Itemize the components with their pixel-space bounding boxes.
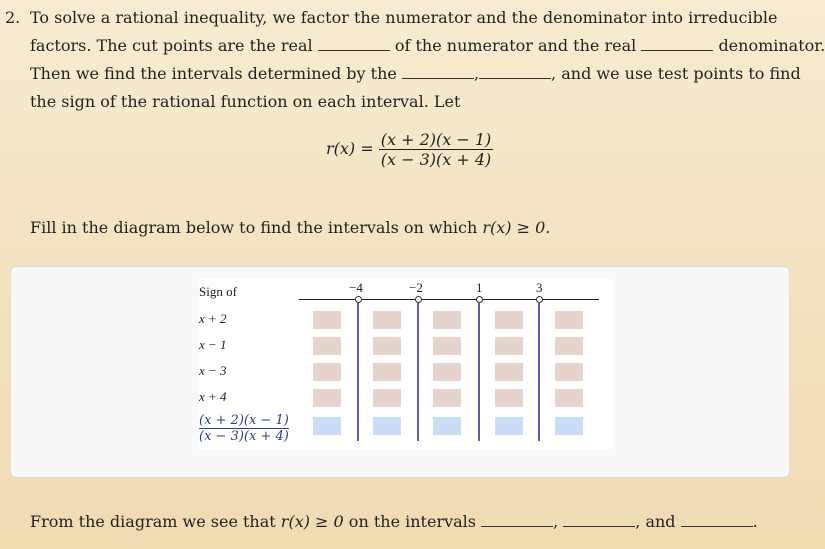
sign-cell-r4-c4[interactable] (495, 389, 523, 407)
sign-diagram (199, 279, 613, 449)
sign-cell-r3-c2[interactable] (373, 363, 401, 381)
text-line-3 (30, 64, 801, 83)
text-line-3c: , and we use test points to find (551, 64, 801, 83)
cut-point-minus-2 (415, 296, 422, 303)
cut-point-3 (536, 296, 543, 303)
row-label-x-minus-3: x − 3 (199, 363, 227, 378)
sign-cell-r2-c3[interactable] (433, 337, 461, 355)
sign-cell-r1-c2[interactable] (373, 311, 401, 329)
sign-cell-r3-c5[interactable] (555, 363, 583, 381)
row-label-x-minus-1: x − 1 (199, 337, 227, 352)
tick-label-3: 3 (536, 280, 543, 295)
sign-cell-r3-c4[interactable] (495, 363, 523, 381)
conclusion-math: r(x) ≥ 0 (280, 512, 344, 531)
quotient-numerator: (x + 2)(x − 1) (199, 413, 289, 428)
function-fraction (379, 130, 494, 169)
row-label-x-plus-4: x + 4 (199, 389, 227, 404)
blank-cut-points-denominator[interactable] (641, 36, 713, 51)
tick-label-minus-2: −2 (409, 280, 423, 295)
sign-cell-r1-c5[interactable] (555, 311, 583, 329)
blank-answer-interval-1[interactable] (481, 512, 553, 527)
text-line-1: To solve a rational inequality, we factor the numerator and the denominator into irreducible (30, 8, 778, 27)
text-line-2b: of the numerator and the real (394, 36, 637, 55)
divider-1 (478, 303, 480, 441)
number-line (299, 299, 599, 300)
sign-cell-r3-c3[interactable] (433, 363, 461, 381)
problem-text (30, 8, 825, 118)
sign-cell-r4-c1[interactable] (313, 389, 341, 407)
sign-cell-r4-c2[interactable] (373, 389, 401, 407)
sign-cell-r4-c5[interactable] (555, 389, 583, 407)
sign-cell-r5-c3[interactable] (433, 417, 461, 435)
divider-minus-2 (417, 303, 419, 441)
blank-intervals-1[interactable] (402, 64, 474, 79)
text-line-3a: Then we find the intervals determined by the (30, 64, 397, 83)
cut-point-minus-4 (355, 296, 362, 303)
conclusion (30, 512, 790, 531)
blank-intervals-2[interactable] (479, 64, 551, 79)
sign-cell-r5-c4[interactable] (495, 417, 523, 435)
conclusion-end: . (752, 512, 758, 531)
problem-number: 2. (5, 8, 21, 27)
conclusion-sep-2: , and (635, 512, 676, 531)
tick-label-1: 1 (476, 280, 483, 295)
text-line-3b: , (473, 64, 480, 83)
tick-label-minus-4: −4 (349, 280, 363, 295)
cut-point-1 (476, 296, 483, 303)
conclusion-sep-1: , (553, 512, 559, 531)
sign-cell-r3-c1[interactable] (313, 363, 341, 381)
rational-function (326, 130, 493, 169)
sign-cell-r2-c4[interactable] (495, 337, 523, 355)
fill-instruction (30, 218, 790, 237)
sign-cell-r1-c4[interactable] (495, 311, 523, 329)
text-line-2c: denominator. (718, 36, 825, 55)
text-line-2a: factors. The cut points are the real (30, 36, 313, 55)
fill-instruction-math: r(x) ≥ 0. (482, 218, 551, 237)
fill-instruction-text: Fill in the diagram below to find the intervals on which (30, 218, 483, 237)
row-label-x-plus-2: x + 2 (199, 311, 227, 326)
sign-diagram-panel (10, 266, 790, 478)
function-denominator: (x − 3)(x + 4) (380, 150, 492, 169)
sign-cell-r4-c3[interactable] (433, 389, 461, 407)
blank-answer-interval-3[interactable] (681, 512, 753, 527)
conclusion-text-a: From the diagram we see that (30, 512, 281, 531)
sign-cell-r1-c3[interactable] (433, 311, 461, 329)
sign-cell-r5-c2[interactable] (373, 417, 401, 435)
sign-cell-r5-c5[interactable] (555, 417, 583, 435)
sign-cell-r2-c1[interactable] (313, 337, 341, 355)
function-lhs: r(x) = (326, 139, 374, 158)
text-line-4: the sign of the rational function on each interval. Let (30, 92, 461, 111)
function-numerator: (x + 2)(x − 1) (380, 130, 492, 149)
sign-cell-r2-c2[interactable] (373, 337, 401, 355)
sign-cell-r2-c5[interactable] (555, 337, 583, 355)
blank-answer-interval-2[interactable] (563, 512, 635, 527)
divider-3 (538, 303, 540, 441)
quotient-label (199, 413, 289, 444)
diagram-header: Sign of (199, 284, 237, 299)
text-line-2 (30, 36, 825, 55)
quotient-denominator: (x − 3)(x + 4) (199, 429, 289, 444)
blank-cut-points-numerator[interactable] (318, 36, 390, 51)
sign-cell-r1-c1[interactable] (313, 311, 341, 329)
sign-cell-r5-c1[interactable] (313, 417, 341, 435)
conclusion-text-c: on the intervals (343, 512, 476, 531)
divider-minus-4 (357, 303, 359, 441)
